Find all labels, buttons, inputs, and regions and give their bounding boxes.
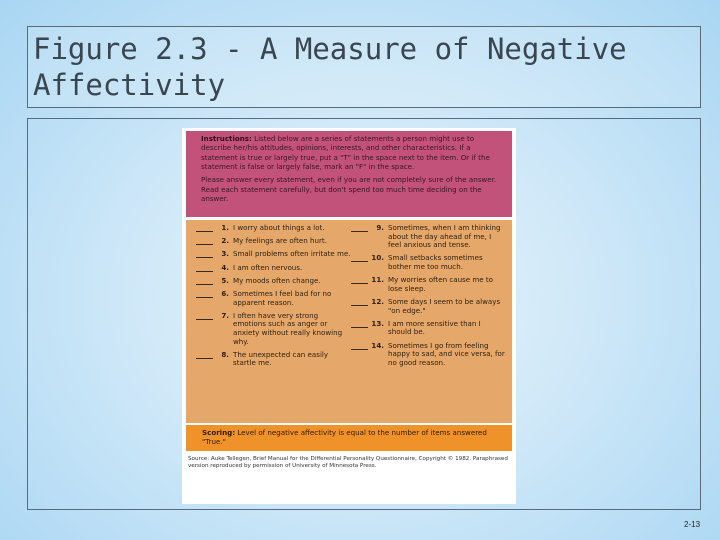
answer-blank — [351, 298, 368, 306]
questionnaire-item — [196, 264, 351, 273]
item-text: The unexpected can easily startle me. — [233, 349, 329, 368]
answer-blank — [351, 276, 368, 284]
instructions-label: Instructions: — [201, 134, 252, 143]
questionnaire-item — [351, 254, 506, 271]
item-text: Some days I seem to be always "on edge." — [388, 296, 501, 315]
questionnaire-item — [351, 224, 506, 250]
questionnaire-item — [196, 237, 351, 246]
item-text: My worries often cause me to lose sleep. — [388, 275, 494, 293]
item-number: 4. — [221, 262, 229, 272]
item-text: Small setbacks sometimes bother me too much. — [388, 253, 483, 271]
item-number: 14. — [371, 340, 384, 350]
items-column-left — [196, 224, 351, 423]
item-number: 3. — [221, 249, 229, 259]
answer-blank — [351, 342, 368, 350]
questionnaire-item — [351, 342, 506, 368]
questionnaire-item — [196, 250, 351, 259]
answer-blank — [196, 290, 213, 298]
item-text: My feelings are often hurt. — [233, 236, 327, 246]
item-number: 11. — [371, 275, 384, 285]
item-text: I am more sensitive than I should be. — [388, 318, 481, 337]
scoring-text: Level of negative affectivity is equal to the number of items answered "True." — [202, 428, 487, 446]
items-panel — [186, 220, 512, 423]
instructions-paragraph-1 — [201, 134, 505, 172]
answer-blank — [196, 224, 213, 232]
questionnaire-item — [196, 277, 351, 286]
answer-blank — [196, 264, 213, 272]
questionnaire-figure — [182, 128, 516, 504]
questionnaire-item — [196, 312, 351, 346]
instructions-panel — [186, 131, 512, 217]
slide-number: 2-13 — [684, 520, 701, 529]
item-text: Sometimes I feel bad for no apparent reason. — [233, 288, 332, 307]
answer-blank — [196, 237, 213, 245]
source-citation: Source: Auke Tellegen, Brief Manual for the Differential Personality Questionnaire, Copyright © 1982. Paraphrased version reproduced by permission of University of Minnesota Press. — [188, 456, 508, 470]
questionnaire-item — [351, 276, 506, 293]
items-column-right — [351, 224, 506, 423]
questionnaire-item — [351, 320, 506, 337]
item-text: I am often nervous. — [233, 262, 303, 272]
answer-blank — [351, 224, 368, 232]
item-text: Sometimes, when I am thinking about the day ahead of me, I feel anxious and tense. — [388, 223, 501, 250]
item-text: My moods often change. — [233, 275, 321, 285]
item-text: Sometimes I go from feeling happy to sad, and vice versa, for no good reason. — [388, 340, 505, 367]
item-text: I worry about things a lot. — [233, 223, 325, 232]
questionnaire-item — [196, 224, 351, 233]
item-text: I often have very strong emotions such as anger or anxiety without really knowing why. — [233, 310, 343, 346]
title-box — [27, 26, 701, 108]
item-number: 8. — [221, 349, 229, 359]
questionnaire-item — [196, 351, 351, 368]
scoring-label: Scoring: — [202, 428, 236, 437]
answer-blank — [196, 312, 213, 320]
item-text: Small problems often irritate me. — [233, 249, 351, 259]
scoring-panel — [186, 425, 512, 451]
item-number: 7. — [221, 310, 229, 320]
item-number: 2. — [221, 236, 229, 246]
item-number: 5. — [221, 275, 229, 285]
item-number: 13. — [371, 318, 384, 328]
slide-title: Figure 2.3 - A Measure of Negative Affectivity — [33, 32, 627, 102]
questionnaire-item — [196, 290, 351, 307]
answer-blank — [196, 250, 213, 258]
questionnaire-item — [351, 298, 506, 315]
item-number: 1. — [221, 223, 229, 232]
item-number: 10. — [371, 253, 384, 263]
answer-blank — [196, 351, 213, 359]
answer-blank — [196, 277, 213, 285]
item-number: 12. — [371, 296, 384, 306]
answer-blank — [351, 254, 368, 262]
item-number: 9. — [376, 223, 384, 232]
item-number: 6. — [221, 288, 229, 298]
answer-blank — [351, 320, 368, 328]
instructions-text: Listed below are a series of statements a person might use to describe her/his attitudes, opinions, interests, and other characteristics. If a statement is true or largely true, put a "T" in the space next to the item. Or if the statement is false or largely false, mark an "F" in the space. — [201, 134, 490, 172]
instructions-paragraph-2: Please answer every statement, even if you are not completely sure of the answer. Read each statement carefully, but don't spend too much time deciding on the answer. — [201, 175, 497, 203]
